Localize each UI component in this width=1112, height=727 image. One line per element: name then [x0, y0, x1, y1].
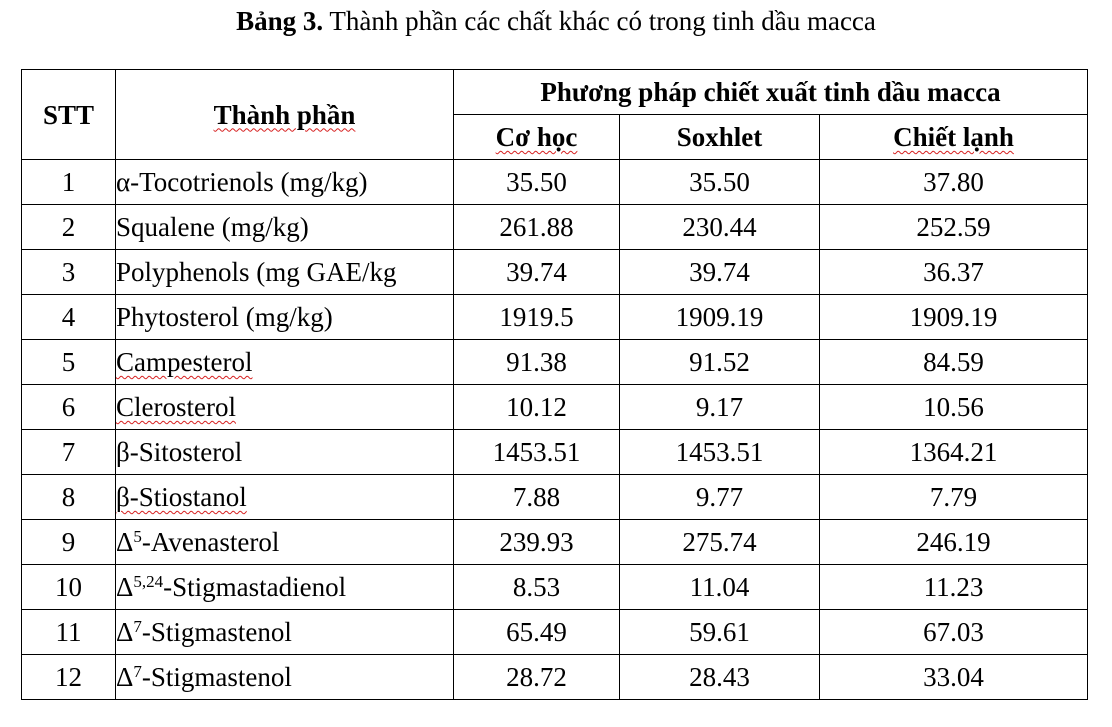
- cell-cold-press: 252.59: [820, 205, 1088, 250]
- cell-stt: 6: [22, 385, 116, 430]
- table-caption: [0, 4, 1112, 38]
- table-row: [22, 430, 1088, 475]
- component-superscript: 5: [133, 527, 142, 546]
- cell-cold-press: 246.19: [820, 520, 1088, 565]
- cell-mechanical: 91.38: [454, 340, 620, 385]
- table-row: [22, 385, 1088, 430]
- cell-soxhlet: 28.43: [620, 655, 820, 700]
- cell-component: [116, 205, 454, 250]
- cell-stt: 12: [22, 655, 116, 700]
- component-name-suffix: -Stigmastenol: [141, 662, 292, 692]
- component-superscript: 7: [133, 617, 142, 636]
- cell-component: [116, 430, 454, 475]
- table-row: [22, 565, 1088, 610]
- component-superscript: 5,24: [133, 572, 164, 591]
- cell-component: [116, 655, 454, 700]
- cell-cold-press: 33.04: [820, 655, 1088, 700]
- cell-stt: 10: [22, 565, 116, 610]
- cell-component: [116, 295, 454, 340]
- cell-cold-press: 11.23: [820, 565, 1088, 610]
- cell-mechanical: 239.93: [454, 520, 620, 565]
- cell-stt: 1: [22, 160, 116, 205]
- cell-stt: 2: [22, 205, 116, 250]
- header-row-top: [22, 70, 1088, 115]
- header-stt: STT: [22, 70, 116, 160]
- component-name: Δ: [116, 617, 134, 647]
- component-name-suffix: -Stigmastadienol: [163, 572, 347, 602]
- cell-component: [116, 610, 454, 655]
- cell-cold-press: 1364.21: [820, 430, 1088, 475]
- cell-mechanical: 39.74: [454, 250, 620, 295]
- cell-soxhlet: 9.77: [620, 475, 820, 520]
- cell-cold-press: 7.79: [820, 475, 1088, 520]
- component-name-suffix: -Avenasterol: [141, 527, 280, 557]
- caption-label: Bảng 3.: [236, 6, 324, 36]
- cell-mechanical: 35.50: [454, 160, 620, 205]
- cell-mechanical: 28.72: [454, 655, 620, 700]
- cell-cold-press: 1909.19: [820, 295, 1088, 340]
- cell-component: [116, 385, 454, 430]
- cell-cold-press: 84.59: [820, 340, 1088, 385]
- component-name: Polyphenols (mg GAE/kg: [116, 257, 397, 287]
- table-row: [22, 250, 1088, 295]
- component-name: Clerosterol: [116, 392, 236, 422]
- composition-table: [21, 69, 1088, 700]
- component-name: α-Tocotrienols (mg/kg): [116, 167, 368, 197]
- header-component: Thành phần: [116, 70, 454, 160]
- cell-stt: 8: [22, 475, 116, 520]
- cell-stt: 11: [22, 610, 116, 655]
- cell-mechanical: 8.53: [454, 565, 620, 610]
- cell-soxhlet: 59.61: [620, 610, 820, 655]
- cell-component: [116, 520, 454, 565]
- cell-stt: 9: [22, 520, 116, 565]
- header-extraction-method: Phương pháp chiết xuất tinh dầu macca: [454, 70, 1088, 115]
- cell-stt: 3: [22, 250, 116, 295]
- cell-component: [116, 340, 454, 385]
- cell-stt: 7: [22, 430, 116, 475]
- cell-soxhlet: 39.74: [620, 250, 820, 295]
- header-method-soxhlet: Soxhlet: [620, 115, 820, 160]
- cell-component: [116, 565, 454, 610]
- cell-mechanical: 10.12: [454, 385, 620, 430]
- cell-cold-press: 36.37: [820, 250, 1088, 295]
- table-row: [22, 205, 1088, 250]
- cell-soxhlet: 1909.19: [620, 295, 820, 340]
- table-row: [22, 295, 1088, 340]
- cell-mechanical: 65.49: [454, 610, 620, 655]
- cell-soxhlet: 275.74: [620, 520, 820, 565]
- cell-soxhlet: 230.44: [620, 205, 820, 250]
- cell-soxhlet: 1453.51: [620, 430, 820, 475]
- cell-soxhlet: 11.04: [620, 565, 820, 610]
- component-name: Δ: [116, 572, 134, 602]
- cell-soxhlet: 9.17: [620, 385, 820, 430]
- table-row: [22, 340, 1088, 385]
- cell-stt: 5: [22, 340, 116, 385]
- cell-mechanical: 1453.51: [454, 430, 620, 475]
- component-name: β-Sitosterol: [116, 437, 243, 467]
- component-name: Δ: [116, 662, 134, 692]
- cell-cold-press: 67.03: [820, 610, 1088, 655]
- component-name: Phytosterol (mg/kg): [116, 302, 333, 332]
- cell-component: [116, 250, 454, 295]
- table-row: [22, 655, 1088, 700]
- component-name: Squalene (mg/kg): [116, 212, 309, 242]
- component-name: Campesterol: [116, 347, 253, 377]
- cell-component: [116, 475, 454, 520]
- cell-component: [116, 160, 454, 205]
- component-superscript: 7: [133, 662, 142, 681]
- cell-mechanical: 1919.5: [454, 295, 620, 340]
- table-row: [22, 475, 1088, 520]
- cell-mechanical: 7.88: [454, 475, 620, 520]
- header-method-cold-press: Chiết lạnh: [820, 115, 1088, 160]
- table-row: [22, 610, 1088, 655]
- cell-stt: 4: [22, 295, 116, 340]
- component-name-suffix: -Stigmastenol: [141, 617, 292, 647]
- cell-soxhlet: 91.52: [620, 340, 820, 385]
- cell-soxhlet: 35.50: [620, 160, 820, 205]
- cell-cold-press: 37.80: [820, 160, 1088, 205]
- header-method-mechanical: Cơ học: [454, 115, 620, 160]
- component-name: Δ: [116, 527, 134, 557]
- cell-cold-press: 10.56: [820, 385, 1088, 430]
- table-row: [22, 160, 1088, 205]
- table-row: [22, 520, 1088, 565]
- caption-text: Thành phần các chất khác có trong tinh dầu macca: [329, 6, 876, 36]
- cell-mechanical: 261.88: [454, 205, 620, 250]
- component-name: β-Stiostanol: [116, 482, 247, 512]
